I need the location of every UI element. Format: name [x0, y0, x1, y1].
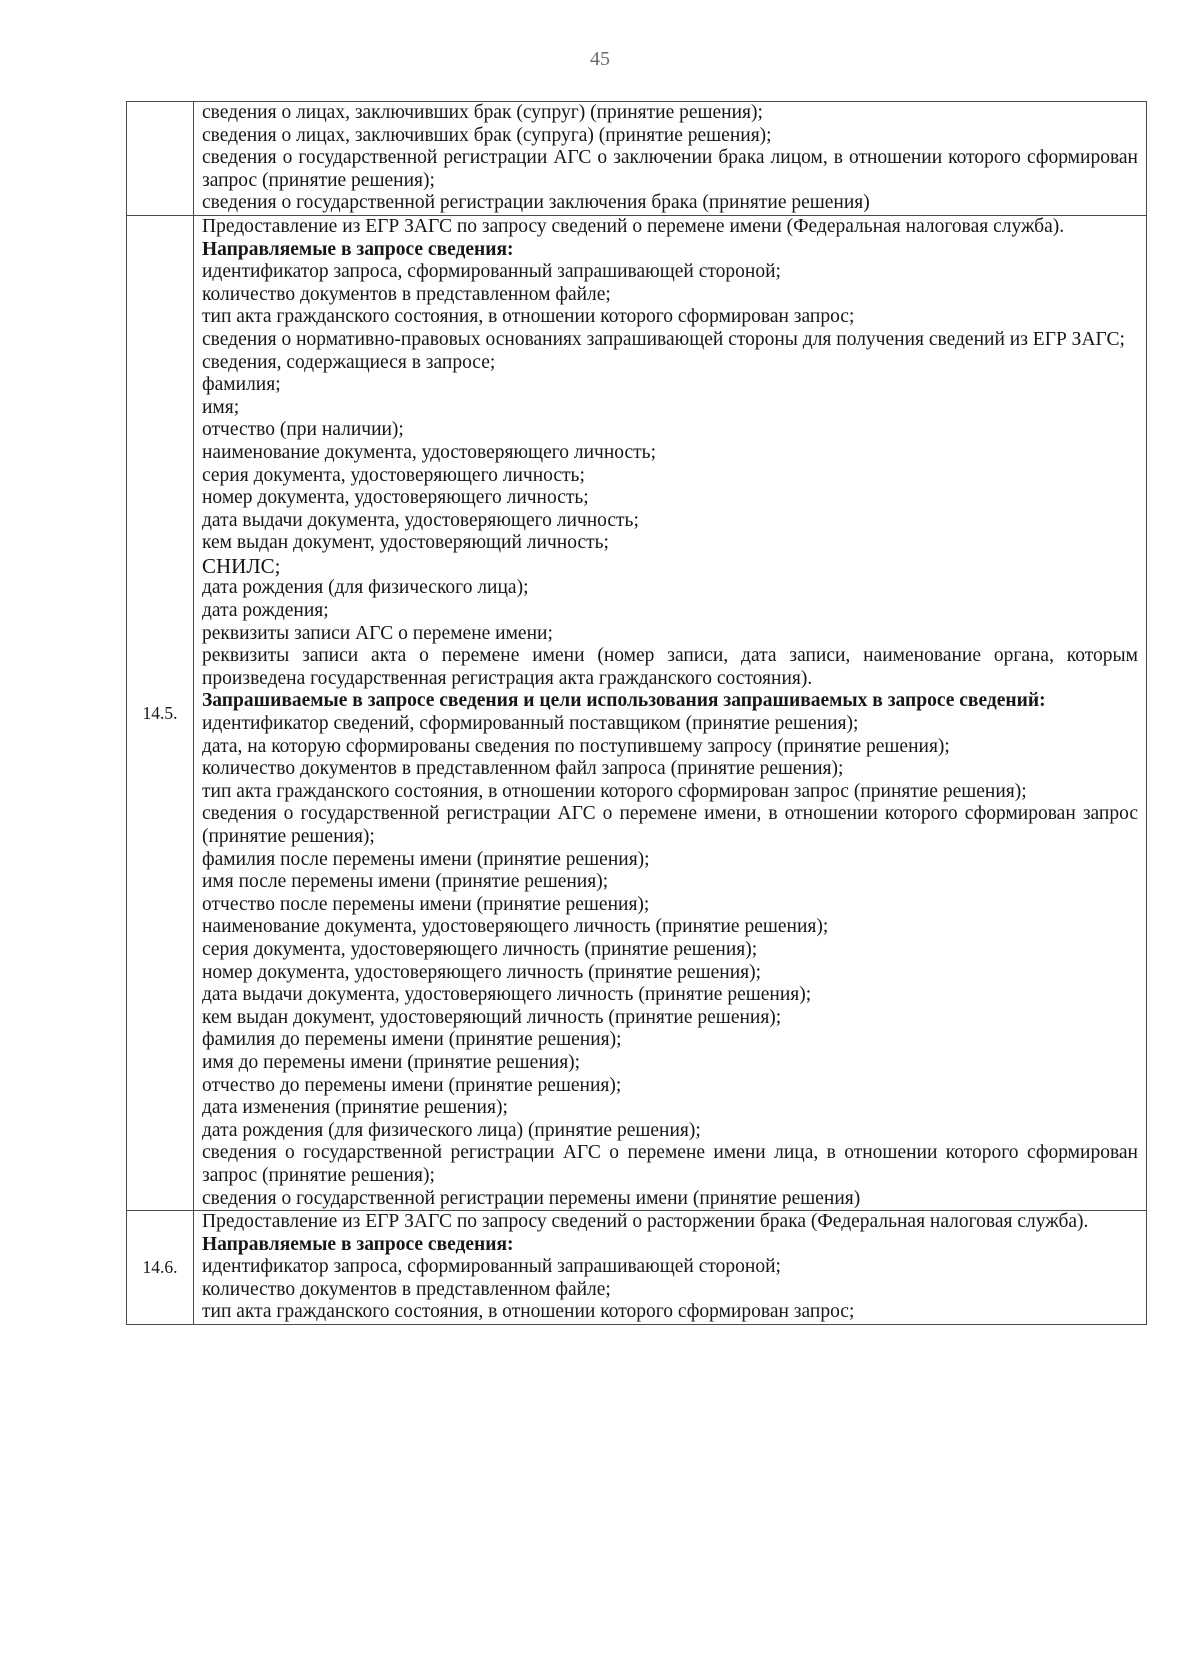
- content-line: реквизиты записи АГС о перемене имени;: [202, 622, 553, 644]
- content-line: фамилия после перемены имени (принятие решения);: [202, 848, 650, 870]
- content-line: дата изменения (принятие решения);: [202, 1097, 508, 1119]
- content-line: дата рождения (для физического лица);: [202, 577, 529, 599]
- content-line: реквизиты записи акта о перемене имени (номер записи, дата записи, наименование органа, которым произведена государственная регистрация акта гражданского состояния).: [202, 645, 1138, 689]
- content-line: имя до перемены имени (принятие решения);: [202, 1051, 581, 1073]
- table-row: [127, 102, 1147, 216]
- content-line: сведения о государственной регистрации АГС о заключении брака лицом, в отношении которого сформирован запрос (принятие решения);: [202, 147, 1138, 191]
- content-line: сведения о нормативно-правовых основаниях запрашивающей стороны для получения сведений из ЕГР ЗАГС;: [202, 328, 1125, 350]
- content-line: номер документа, удостоверяющего личность (принятие решения);: [202, 961, 762, 983]
- content-line: сведения о государственной регистрации заключения брака (принятие решения): [202, 192, 870, 214]
- content-line: серия документа, удостоверяющего личность;: [202, 464, 585, 486]
- document-table: [126, 101, 1147, 1325]
- table-body: [127, 102, 1147, 1325]
- content-line: сведения о государственной регистрации АГС о перемене имени лица, в отношении которого сформирован запрос (принятие решения);: [202, 1142, 1138, 1186]
- content-line: сведения о лицах, заключивших брак (супруга) (принятие решения);: [202, 124, 772, 146]
- content-line: кем выдан документ, удостоверяющий личность;: [202, 532, 609, 554]
- content-line: количество документов в представленном файл запроса (принятие решения);: [202, 758, 844, 780]
- content-line: количество документов в представленном файле;: [202, 283, 611, 305]
- content-line: тип акта гражданского состояния, в отношении которого сформирован запрос (принятие решения);: [202, 780, 1027, 802]
- content-line: фамилия до перемены имени (принятие решения);: [202, 1029, 622, 1051]
- content-line: имя после перемены имени (принятие решения);: [202, 871, 609, 893]
- content-line: тип акта гражданского состояния, в отношении которого сформирован запрос;: [202, 306, 855, 328]
- content-line: количество документов в представленном файле;: [202, 1278, 611, 1300]
- content-line: сведения о государственной регистрации АГС о перемене имени, в отношении которого сформирован запрос (принятие решения);: [202, 803, 1138, 847]
- content-line: идентификатор запроса, сформированный запрашивающей стороной;: [202, 1256, 781, 1278]
- item-number: [127, 102, 194, 216]
- item-content: [194, 1211, 1147, 1325]
- table-row: [127, 215, 1147, 1210]
- content-line: отчество до перемены имени (принятие решения);: [202, 1074, 622, 1096]
- section-heading: Направляемые в запросе сведения:: [202, 1233, 514, 1255]
- content-line: Предоставление из ЕГР ЗАГС по запросу сведений о расторжении брака (Федеральная налоговая служба).: [202, 1211, 1089, 1233]
- content-line: наименование документа, удостоверяющего личность (принятие решения);: [202, 916, 829, 938]
- section-heading: Запрашиваемые в запросе сведения и цели использования запрашиваемых в запросе сведений:: [202, 690, 1046, 712]
- content-line: дата, на которую сформированы сведения по поступившему запросу (принятие решения);: [202, 735, 950, 757]
- content-line: кем выдан документ, удостоверяющий личность (принятие решения);: [202, 1006, 782, 1028]
- content-line: сведения о государственной регистрации перемены имени (принятие решения): [202, 1187, 861, 1209]
- content-line: сведения, содержащиеся в запросе;: [202, 351, 496, 373]
- content-line: имя;: [202, 396, 240, 418]
- content-line: дата выдачи документа, удостоверяющего личность;: [202, 509, 639, 531]
- content-line: серия документа, удостоверяющего личность (принятие решения);: [202, 938, 758, 960]
- table-row: [127, 1211, 1147, 1325]
- content-line: идентификатор сведений, сформированный поставщиком (принятие решения);: [202, 713, 859, 735]
- content-line: дата рождения;: [202, 600, 329, 622]
- section-heading: Направляемые в запросе сведения:: [202, 238, 514, 260]
- content-line: Предоставление из ЕГР ЗАГС по запросу сведений о перемене имени (Федеральная налоговая служба).: [202, 215, 1065, 237]
- content-line: сведения о лицах, заключивших брак (супруг) (принятие решения);: [202, 102, 763, 123]
- content-line: фамилия;: [202, 374, 281, 396]
- content-line: СНИЛС;: [202, 553, 281, 578]
- content-line: наименование документа, удостоверяющего личность;: [202, 441, 656, 463]
- item-number: 14.5.: [127, 215, 194, 1210]
- content-line: номер документа, удостоверяющего личность;: [202, 487, 589, 509]
- content-line: отчество (при наличии);: [202, 419, 404, 441]
- content-line: дата выдачи документа, удостоверяющего личность (принятие решения);: [202, 984, 812, 1006]
- content-line: отчество после перемены имени (принятие решения);: [202, 893, 650, 915]
- item-content: [194, 102, 1147, 216]
- item-number: 14.6.: [127, 1211, 194, 1325]
- content-line: идентификатор запроса, сформированный запрашивающей стороной;: [202, 261, 781, 283]
- page-number: 45: [590, 48, 610, 70]
- content-line: тип акта гражданского состояния, в отношении которого сформирован запрос;: [202, 1301, 855, 1323]
- content-line: дата рождения (для физического лица) (принятие решения);: [202, 1119, 701, 1141]
- item-content: [194, 215, 1147, 1210]
